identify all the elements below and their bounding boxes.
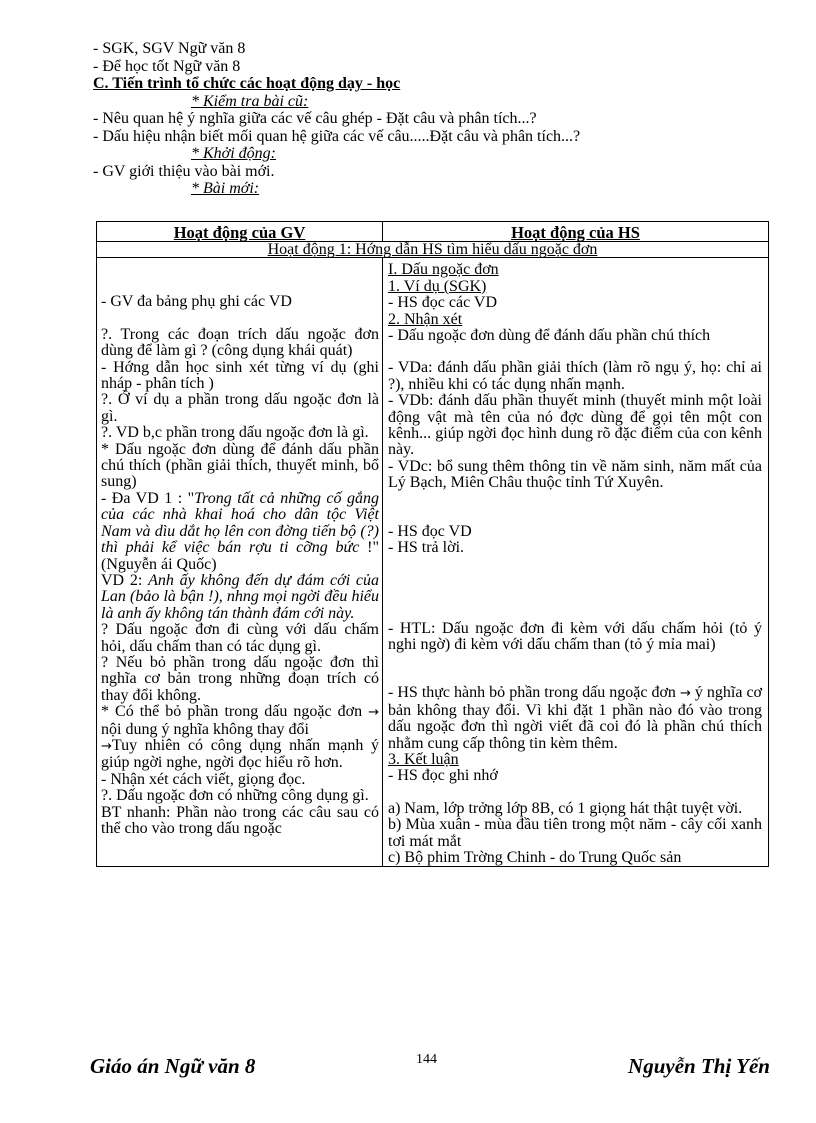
- content-row: [97, 258, 769, 867]
- header-line: - SGK, SGV Ngữ văn 8: [93, 40, 246, 57]
- hs-line: - HS đọc ghi nhớ: [388, 767, 498, 785]
- preamble: [93, 40, 773, 198]
- hs-line: a) Nam, lớp trởng lớp 8B, có 1 giọng hát thật tuyệt vời.: [388, 799, 743, 817]
- lesson-table: [96, 221, 769, 867]
- kiem-tra-line: - Nêu quan hệ ý nghĩa giữa các vế câu ghép - Đặt câu và phân tích...?: [93, 110, 537, 127]
- hs-line: - HTL: Dấu ngoặc đơn đi kèm với dấu chấm hỏi (tỏ ý nghi ngờ) đi kèm với dấu chấm than (tỏ ý mỉa mai): [388, 619, 762, 653]
- activity-title: Hoạt động 1: Hớng dẫn HS tìm hiểu dấu ngoặc đơn: [97, 242, 769, 258]
- hs-subheading: 3. Kết luận: [388, 750, 459, 768]
- right-arrow-icon: →: [679, 686, 691, 702]
- right-arrow-icon: →: [368, 705, 380, 721]
- hs-heading: I. Dấu ngoặc đơn: [388, 261, 499, 279]
- gv-line: ?. VD b,c phần trong dấu ngoặc đơn là gì.: [101, 424, 369, 442]
- hs-line: - HS đọc VD: [388, 522, 472, 540]
- section-heading: C. Tiến trình tổ chức các hoạt động dạy - học: [93, 75, 401, 92]
- gv-line: * Có thể bỏ phần trong dấu ngoặc đơn → nội dung ý nghĩa không thay đổi: [101, 703, 380, 738]
- gv-example: VD 2: Anh ấy không đến dự đám cới của Lan (bảo là bận !), nhng mọi ngời đều hiểu là anh ấy không tán thành đám cới này.: [101, 571, 379, 622]
- activity-row: [97, 242, 769, 258]
- hs-line: - VDb: đánh dấu phần thuyết minh (thuyết minh một loài động vật mà tên của nó đợc dùng để gọi tên một con kênh... giúp ngời đọc hình dung rõ đặc điểm của con kênh này.: [388, 392, 762, 459]
- hs-line: - HS thực hành bỏ phần trong dấu ngoặc đơn → ý nghĩa cơ bản không thay đổi. Vì khi đặt 1 phần nào đó vào trong dấu ngoặc đơn thì ngời viết đã coi đó là phần chú thích nhằm cung cấp thông tin kèm thêm.: [388, 684, 763, 752]
- footer-author: Nguyễn Thị Yến: [628, 1054, 770, 1078]
- gv-cell: [97, 258, 383, 867]
- hs-line: - VDc: bổ sung thêm thông tin về năm sinh, năm mất của Lý Bạch, Miên Châu thuộc tỉnh Tứ Xuyên.: [388, 457, 762, 492]
- hs-line: - VDa: đánh dấu phần giải thích (làm rõ ngụ ý, họ: chỉ ai ?), nhiều khi có tác dụng nhấn mạnh.: [388, 359, 762, 393]
- page-footer: [90, 1052, 770, 1078]
- page-number: 144: [416, 1052, 437, 1067]
- hs-line: - HS đọc các VD: [388, 294, 498, 312]
- header-line: - Để học tốt Ngữ văn 8: [93, 57, 241, 75]
- footer-left-title: Giáo án Ngữ văn 8: [90, 1054, 256, 1078]
- hs-subheading: 1. Ví dụ (SGK): [388, 277, 487, 295]
- right-arrow-icon: →: [101, 738, 112, 754]
- gv-line: ?. Trong các đoạn trích dấu ngoặc đơn dùng để làm gì ? (công dụng khái quát): [101, 325, 379, 360]
- kiem-tra-line: - Dấu hiệu nhận biết mối quan hệ giữa các vế câu.....Đặt câu và phân tích...?: [93, 127, 581, 145]
- gv-line: ? Dấu ngoặc đơn đi cùng với dấu chấm hỏi, dấu chấm than có tác dụng gì.: [101, 621, 379, 655]
- gv-line: ?. Ở ví dụ a phần trong dấu ngoặc đơn là gì.: [101, 391, 379, 425]
- gv-column-header: Hoạt động của GV: [97, 222, 383, 242]
- gv-line: ?. Dấu ngoặc đơn có những công dụng gì.: [101, 787, 369, 805]
- kiem-tra-title: * Kiểm tra bài cũ:: [191, 92, 309, 110]
- hs-line: - Dấu ngoặc đơn dùng để đánh dấu phần chú thích: [388, 327, 711, 345]
- table-header-row: [97, 222, 769, 242]
- hs-line: c) Bộ phim Trờng Chinh - do Trung Quốc sản: [388, 848, 682, 866]
- gv-line: - Hớng dẫn học sinh xét từng ví dụ (ghi nháp - phân tích ): [101, 358, 379, 393]
- hs-line: b) Mùa xuân - mùa đầu tiên trong một năm - cây cối xanh tơi mát mắt: [388, 816, 762, 850]
- khoi-dong-title: * Khởi động:: [191, 145, 276, 162]
- hs-subheading: 2. Nhận xét: [388, 310, 463, 328]
- hs-column-header: Hoạt động của HS: [383, 222, 769, 242]
- hs-cell: [383, 258, 769, 867]
- gv-line: ? Nếu bỏ phần trong dấu ngoặc đơn thì nghĩa cơ bản trong những đoạn trích có thay đổi không.: [101, 653, 379, 704]
- khoi-dong-line: - GV giới thiệu vào bài mới.: [93, 162, 275, 180]
- hs-line: - HS trả lời.: [388, 539, 465, 557]
- gv-line: - Nhận xét cách viết, giọng đọc.: [101, 770, 306, 788]
- gv-line: BT nhanh: Phần nào trong các câu sau có thể cho vào trong dấu ngoặc: [101, 803, 379, 837]
- gv-line: - GV đa bảng phụ ghi các VD: [101, 293, 292, 311]
- gv-line: →Tuy nhiên có công dụng nhấn mạnh ý giúp ngời nghe, ngời đọc hiểu rõ hơn.: [101, 736, 379, 772]
- gv-quote: - Đa VD 1 : "Trong tất cả những cố gắng của các nhà khai hoá cho dân tộc Việt Nam và dìu dắt họ lên con đờng tiến bộ (?) thì phải kể việc bán rợu ti cỡng bức !" (Nguyễn ái Quốc): [101, 489, 380, 573]
- gv-line: * Dấu ngoặc đơn dùng để đánh dấu phần chú thích (phần giải thích, thuyết minh, bổ sung): [101, 440, 379, 491]
- bai-moi-title: * Bài mới:: [191, 180, 260, 197]
